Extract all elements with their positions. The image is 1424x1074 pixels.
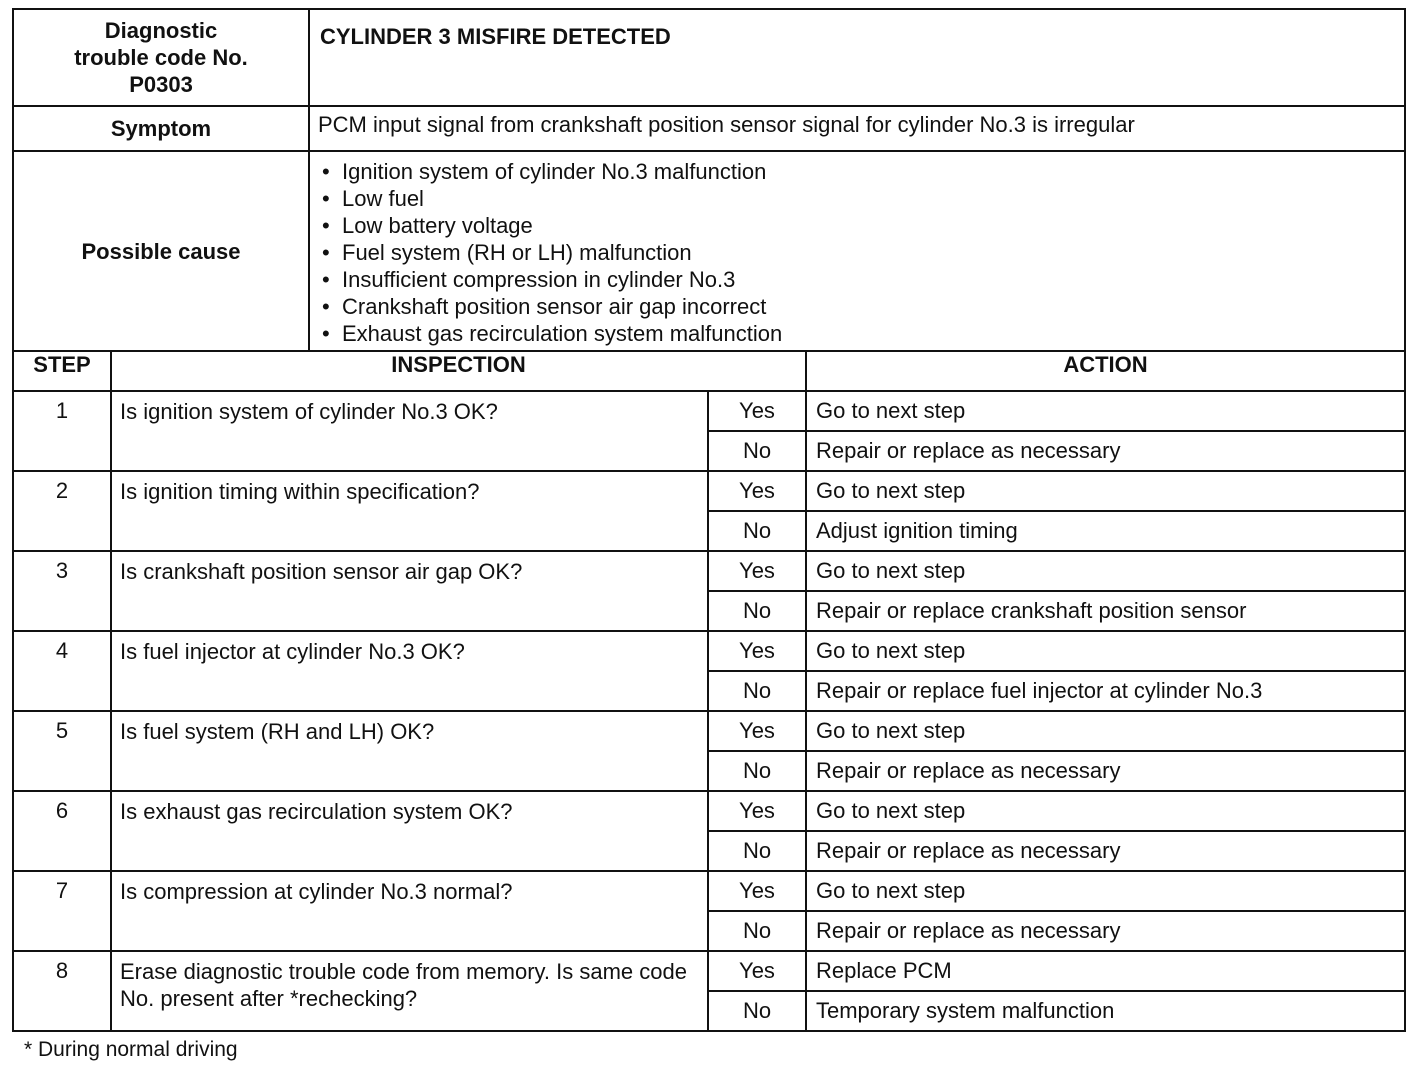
step-number: 3 [13,551,111,631]
diagnostic-page [12,8,1404,1062]
yes-action: Go to next step [806,551,1405,591]
no-label: No [708,991,806,1031]
no-label: No [708,591,806,631]
no-action: Temporary system malfunction [806,991,1405,1031]
dtc-title: CYLINDER 3 MISFIRE DETECTED [309,9,1405,106]
yes-action: Go to next step [806,791,1405,831]
action-column-header: ACTION [806,351,1405,391]
step-question: Is crankshaft position sensor air gap OK? [111,551,708,631]
cause-item: • Fuel system (RH or LH) malfunction [320,239,1404,266]
no-action: Adjust ignition timing [806,511,1405,551]
no-action: Repair or replace crankshaft position sensor [806,591,1405,631]
yes-label: Yes [708,631,806,671]
step-question: Erase diagnostic trouble code from memory. Is same code No. present after *rechecking? [111,951,708,1031]
yes-action: Go to next step [806,471,1405,511]
step-number: 2 [13,471,111,551]
yes-label: Yes [708,551,806,591]
step-number: 5 [13,711,111,791]
no-label: No [708,511,806,551]
possible-cause-cell [309,151,1405,351]
yes-label: Yes [708,471,806,511]
symptom-text: PCM input signal from crankshaft position sensor signal for cylinder No.3 is irregular [309,106,1405,151]
step-question: Is ignition system of cylinder No.3 OK? [111,391,708,471]
step-question: Is ignition timing within specification? [111,471,708,551]
step-row-3-yes [13,551,1405,591]
possible-cause-row [13,151,1405,351]
step-row-6-yes [13,791,1405,831]
step-question: Is fuel injector at cylinder No.3 OK? [111,631,708,711]
yes-action: Replace PCM [806,951,1405,991]
symptom-row [13,106,1405,151]
step-number: 7 [13,871,111,951]
step-number: 8 [13,951,111,1031]
steps-header-row [13,351,1405,391]
yes-label: Yes [708,711,806,751]
cause-item: • Low battery voltage [320,212,1404,239]
step-question: Is fuel system (RH and LH) OK? [111,711,708,791]
step-row-2-yes [13,471,1405,511]
yes-action: Go to next step [806,711,1405,751]
no-action: Repair or replace fuel injector at cylinder No.3 [806,671,1405,711]
possible-cause-label: Possible cause [13,151,309,351]
no-action: Repair or replace as necessary [806,431,1405,471]
footnote: * During normal driving [24,1038,238,1061]
steps-table [12,350,1406,1032]
no-action: Repair or replace as necessary [806,751,1405,791]
possible-cause-list [310,152,1404,347]
step-row-1-yes [13,391,1405,431]
yes-action: Go to next step [806,871,1405,911]
cause-item: • Ignition system of cylinder No.3 malfunction [320,158,1404,185]
step-column-header: STEP [13,351,111,391]
step-number: 1 [13,391,111,471]
step-row-8-yes [13,951,1405,991]
dtc-row [13,9,1405,106]
no-label: No [708,911,806,951]
yes-action: Go to next step [806,631,1405,671]
no-action: Repair or replace as necessary [806,911,1405,951]
no-label: No [708,671,806,711]
yes-label: Yes [708,391,806,431]
cause-item: • Low fuel [320,185,1404,212]
dtc-label: Diagnostic trouble code No. P0303 [13,9,309,106]
no-label: No [708,751,806,791]
step-number: 4 [13,631,111,711]
inspection-column-header: INSPECTION [111,351,806,391]
yes-label: Yes [708,951,806,991]
step-question: Is exhaust gas recirculation system OK? [111,791,708,871]
no-action: Repair or replace as necessary [806,831,1405,871]
step-row-7-yes [13,871,1405,911]
yes-action: Go to next step [806,391,1405,431]
yes-label: Yes [708,871,806,911]
dtc-header-table [12,8,1406,352]
step-number: 6 [13,791,111,871]
cause-item: • Exhaust gas recirculation system malfunction [320,320,1404,347]
no-label: No [708,431,806,471]
step-question: Is compression at cylinder No.3 normal? [111,871,708,951]
symptom-label: Symptom [13,106,309,151]
cause-item: • Insufficient compression in cylinder No.3 [320,266,1404,293]
step-row-4-yes [13,631,1405,671]
cause-item: • Crankshaft position sensor air gap incorrect [320,293,1404,320]
no-label: No [708,831,806,871]
step-row-5-yes [13,711,1405,751]
yes-label: Yes [708,791,806,831]
